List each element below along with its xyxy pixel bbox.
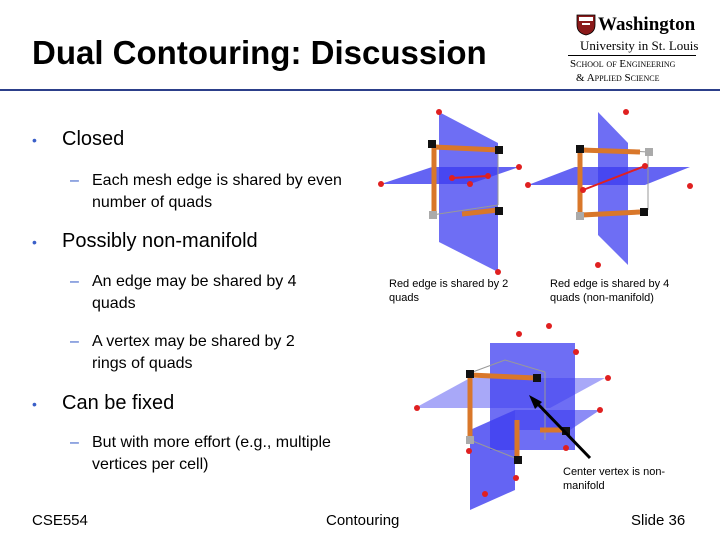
- bullet-text: Possibly non-manifold: [62, 230, 258, 252]
- bullet-dot-icon: •: [32, 234, 37, 250]
- footer-slide-number: Slide 36: [631, 512, 686, 529]
- logo-line-university: University in St. Louis: [580, 38, 699, 53]
- caption-fig3: Center vertex is non-manifold: [563, 466, 666, 492]
- figure-manifold-edge: [378, 109, 522, 275]
- bullet-dot-icon: •: [32, 132, 37, 148]
- sub-bullet-text: An edge may be shared by 4 quads: [92, 273, 297, 312]
- sub-bullet-text: Each mesh edge is shared by even number of quads: [92, 172, 342, 211]
- sub-bullet-dash-icon: –: [70, 273, 79, 290]
- figure-non-manifold-edge: [525, 109, 693, 268]
- bullet-text: Closed: [62, 128, 125, 150]
- logo-line-school: School of Engineering: [570, 58, 676, 70]
- caption-fig2: Red edge is shared by 4 quads (non-manifold): [550, 278, 670, 304]
- bullet-dot-icon: •: [32, 396, 37, 412]
- sub-bullet-dash-icon: –: [70, 333, 79, 350]
- bullet-text: Can be fixed: [62, 392, 175, 414]
- slide-title: Dual Contouring: Discussion: [32, 34, 487, 71]
- sub-bullet-text: A vertex may be shared by 2 rings of quads: [92, 333, 295, 372]
- logo-line-applied: & Applied Science: [576, 72, 660, 84]
- sub-bullet-dash-icon: –: [70, 434, 79, 451]
- footer-topic: Contouring: [326, 512, 400, 529]
- caption-fig1: Red edge is shared by 2 quads: [389, 278, 509, 304]
- footer-course: CSE554: [32, 512, 88, 529]
- sub-bullet-text: But with more effort (e.g., multiple vertices per cell): [92, 434, 331, 473]
- logo-line-washington: Washington: [598, 14, 696, 35]
- sub-bullet-dash-icon: –: [70, 172, 79, 189]
